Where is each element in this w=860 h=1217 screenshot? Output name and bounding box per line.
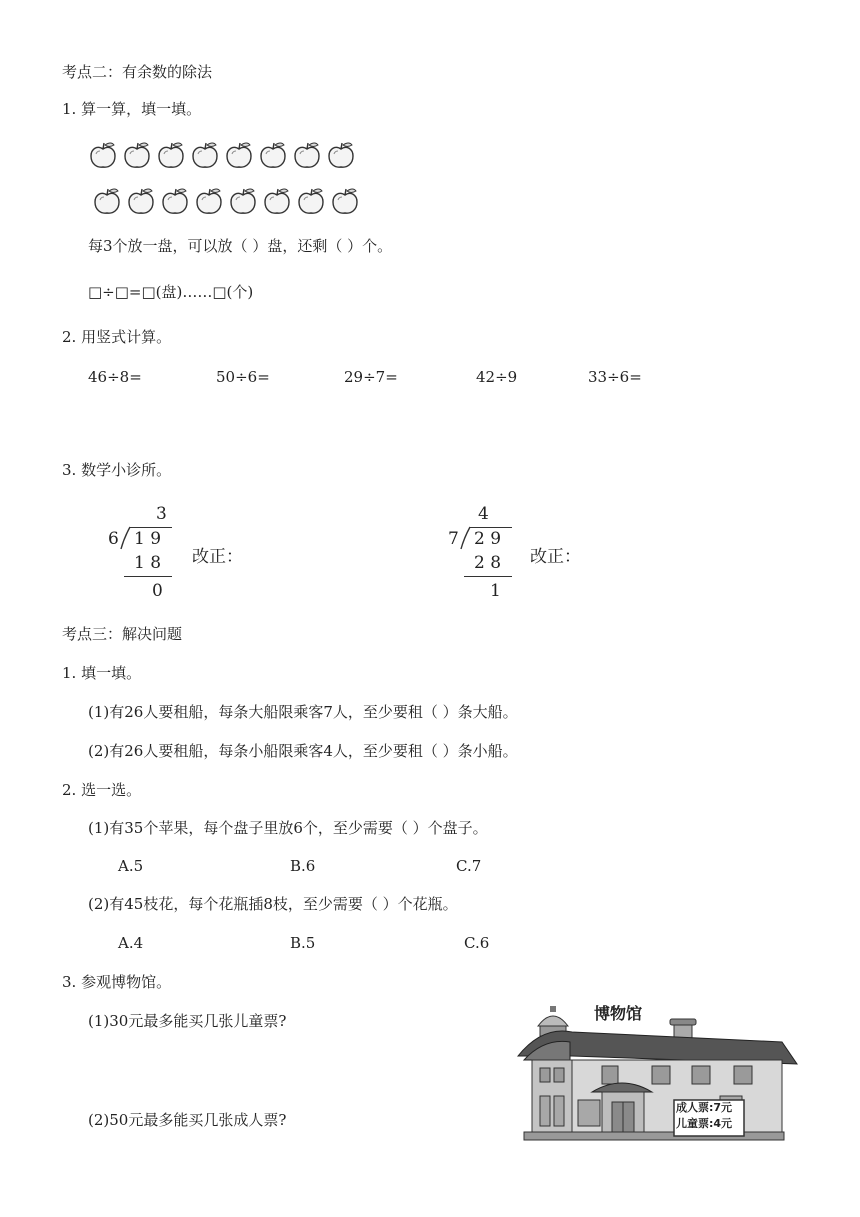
division-bracket: [460, 526, 472, 550]
apple-icon: [326, 140, 356, 174]
subtraction-line: [124, 576, 172, 577]
apple-icon: [88, 140, 118, 174]
museum-illustration: [512, 1004, 802, 1144]
dividend: 1 9: [134, 529, 162, 549]
apple-icon: [262, 186, 292, 220]
divisor: 6: [108, 529, 119, 549]
quotient: 4: [478, 504, 489, 524]
question-label: 3. 参观博物馆。: [62, 973, 172, 991]
section-title-3: 考点三：解决问题: [62, 625, 183, 643]
apple-icon: [160, 186, 190, 220]
option-c: C.7: [456, 857, 482, 875]
question-sentence: 每3个放一盘，可以放（ ）盘，还剩（ ）个。: [88, 237, 393, 255]
long-division-left: [104, 502, 284, 607]
division-bar: [470, 527, 512, 528]
question-label: 1. 填一填。: [62, 664, 142, 682]
quotient: 3: [156, 504, 167, 524]
long-division-right: [444, 502, 624, 607]
remainder: 1: [490, 581, 501, 601]
calc-item: 46÷8=: [88, 368, 142, 386]
product: 1 8: [134, 553, 162, 573]
question-label: 1. 算一算，填一填。: [62, 100, 202, 118]
museum-sign: 博物馆: [594, 1004, 643, 1023]
question-item: (1)有26人要租船，每条大船限乘客7人，至少要租（ ）条大船。: [88, 703, 518, 721]
question-label: 3. 数学小诊所。: [62, 461, 172, 479]
remainder: 0: [152, 581, 163, 601]
question-item: (1)30元最多能买几张儿童票?: [88, 1012, 287, 1030]
apple-icon: [122, 140, 152, 174]
option-a: A.5: [118, 857, 144, 875]
correction-label: 改正：: [192, 547, 243, 567]
question-label: 2. 用竖式计算。: [62, 328, 172, 346]
apple-icon: [224, 140, 254, 174]
apple-icon: [126, 186, 156, 220]
division-formula: □÷□=□(盘)……□(个): [88, 283, 254, 301]
subtraction-line: [464, 576, 512, 577]
apple-icon: [156, 140, 186, 174]
option-b: B.5: [290, 934, 316, 952]
option-c: C.6: [464, 934, 490, 952]
option-b: B.6: [290, 857, 316, 875]
apple-icon: [92, 186, 122, 220]
question-label: 2. 选一选。: [62, 781, 142, 799]
question-item: (1)有35个苹果，每个盘子里放6个，至少需要（ ）个盘子。: [88, 819, 488, 837]
apple-row-2: [92, 186, 360, 220]
calc-item: 50÷6=: [216, 368, 270, 386]
apple-icon: [190, 140, 220, 174]
divisor: 7: [448, 529, 459, 549]
option-a: A.4: [118, 934, 144, 952]
division-bracket: [120, 526, 132, 550]
apple-icon: [292, 140, 322, 174]
calc-item: 42÷9: [476, 368, 518, 386]
question-item: (2)有26人要租船，每条小船限乘客4人，至少要租（ ）条小船。: [88, 742, 518, 760]
division-bar: [130, 527, 172, 528]
correction-label: 改正：: [530, 547, 581, 567]
question-item: (2)50元最多能买几张成人票?: [88, 1111, 287, 1129]
apple-icon: [228, 186, 258, 220]
child-price: 儿童票:4元: [676, 1117, 733, 1130]
apple-icon: [194, 186, 224, 220]
section-title-2: 考点二：有余数的除法: [62, 63, 213, 81]
dividend: 2 9: [474, 529, 502, 549]
apple-icon: [296, 186, 326, 220]
calc-item: 33÷6=: [588, 368, 642, 386]
product: 2 8: [474, 553, 502, 573]
apple-icon: [330, 186, 360, 220]
calc-item: 29÷7=: [344, 368, 398, 386]
apple-row-1: [88, 140, 356, 174]
question-item: (2)有45枝花，每个花瓶插8枝，至少需要（ ）个花瓶。: [88, 895, 458, 913]
adult-price: 成人票:7元: [676, 1101, 733, 1114]
apple-icon: [258, 140, 288, 174]
